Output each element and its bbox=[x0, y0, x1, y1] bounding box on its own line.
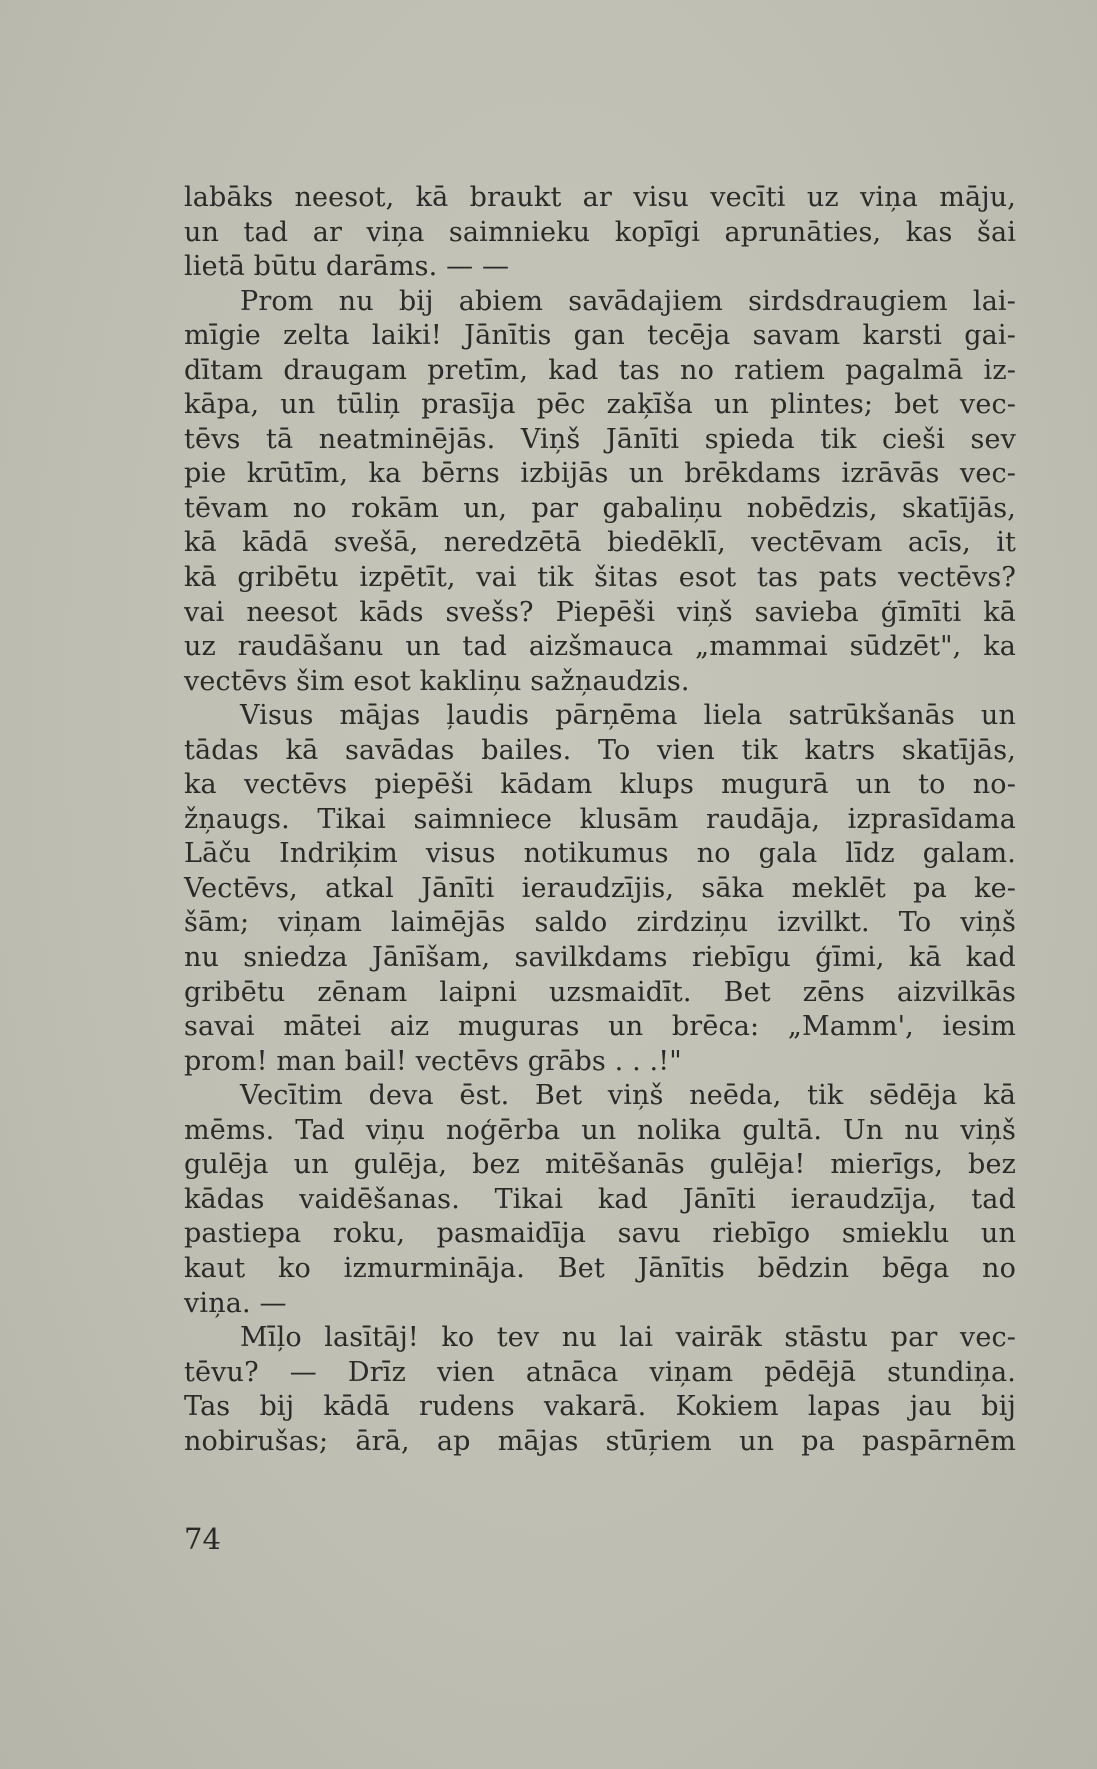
text-line: Visus mājas ļaudis pārņēma liela satrūkšanās un bbox=[240, 700, 1016, 732]
text-line: tēvu? — Drīz vien atnāca viņam pēdējā stundiņa. bbox=[184, 1356, 1016, 1388]
text-line: gulēja un gulēja, bez mitēšanās gulēja! mierīgs, bez bbox=[184, 1149, 1016, 1181]
text-line: un tad ar viņa saimnieku kopīgi aprunāties, kas šai bbox=[184, 216, 1016, 248]
text-line: kaut ko izmurmināja. Bet Jānītis bēdzin bēga no bbox=[184, 1252, 1016, 1284]
text-line: savai mātei aiz muguras un brēca: „Mamm', iesim bbox=[184, 1011, 1016, 1043]
text-line: Prom nu bij abiem savādajiem sirdsdraugiem lai- bbox=[240, 285, 1016, 317]
text-line: pastiepa roku, pasmaidīja savu riebīgo smieklu un bbox=[184, 1218, 1016, 1250]
text-line: tēvs tā neatminējās. Viņš Jānīti spieda tik cieši sev bbox=[184, 423, 1016, 455]
text-line: nu sniedza Jānīšam, savilkdams riebīgu ģīmi, kā kad bbox=[184, 942, 1016, 974]
text-line: Tas bij kādā rudens vakarā. Kokiem lapas jau bij bbox=[184, 1391, 1016, 1423]
text-line: Mīļo lasītāj! ko tev nu lai vairāk stāstu par vec- bbox=[240, 1322, 1016, 1354]
text-line: ka vectēvs piepēši kādam klups mugurā un to no- bbox=[184, 769, 1016, 801]
text-line: tēvam no rokām un, par gabaliņu nobēdzis, skatījās, bbox=[184, 492, 1016, 524]
text-line: dītam draugam pretīm, kad tas no ratiem pagalmā iz- bbox=[184, 354, 1016, 386]
text-line: mēms. Tad viņu noģērba un nolika gultā. Un nu viņš bbox=[184, 1114, 1016, 1146]
text-line: viņa. — bbox=[184, 1287, 287, 1319]
text-line: Vectēvs, atkal Jānīti ieraudzījis, sāka meklēt pa ke- bbox=[184, 872, 1016, 904]
text-line: kādas vaidēšanas. Tikai kad Jānīti ieraudzīja, tad bbox=[184, 1183, 1016, 1215]
text-line: pie krūtīm, ka bērns izbijās un brēkdams izrāvās vec- bbox=[184, 458, 1016, 490]
body-text bbox=[184, 181, 1016, 1459]
text-line: kā kādā svešā, neredzētā biedēklī, vectēvam acīs, it bbox=[184, 527, 1016, 559]
page-number: 74 bbox=[184, 1522, 221, 1556]
text-line: šām; viņam laimējās saldo zirdziņu izvilkt. To viņš bbox=[184, 907, 1016, 939]
text-line: kāpa, un tūliņ prasīja pēc zaķīša un plintes; bet vec- bbox=[184, 389, 1016, 421]
text-line: vai neesot kāds svešs? Piepēši viņš savieba ģīmīti kā bbox=[184, 596, 1016, 628]
text-line: Vecītim deva ēst. Bet viņš neēda, tik sēdēja kā bbox=[240, 1080, 1016, 1112]
text-line: nobirušas; ārā, ap mājas stūŗiem un pa paspārnēm bbox=[184, 1425, 1016, 1457]
text-line: gribētu zēnam laipni uzsmaidīt. Bet zēns aizvilkās bbox=[184, 976, 1016, 1008]
text-line: žņaugs. Tikai saimniece klusām raudāja, izprasīdama bbox=[184, 803, 1016, 835]
text-line: tādas kā savādas bailes. To vien tik katrs skatījās, bbox=[184, 734, 1016, 766]
text-line: vectēvs šim esot kakliņu sažņaudzis. bbox=[184, 665, 690, 697]
text-line: uz raudāšanu un tad aizšmauca „mammai sūdzēt", ka bbox=[184, 631, 1016, 663]
text-line: lietā būtu darāms. — — bbox=[184, 251, 510, 283]
text-line: labāks neesot, kā braukt ar visu vecīti uz viņa māju, bbox=[184, 182, 1016, 213]
text-line: Lāču Indriķim visus notikumus no gala līdz galam. bbox=[184, 838, 1016, 870]
text-line: prom! man bail! vectēvs grābs . . .!" bbox=[184, 1045, 682, 1077]
text-line: kā gribētu izpētīt, vai tik šitas esot tas pats vectēvs? bbox=[184, 562, 1016, 594]
text-line: mīgie zelta laiki! Jānītis gan tecēja savam karsti gai- bbox=[184, 320, 1016, 352]
